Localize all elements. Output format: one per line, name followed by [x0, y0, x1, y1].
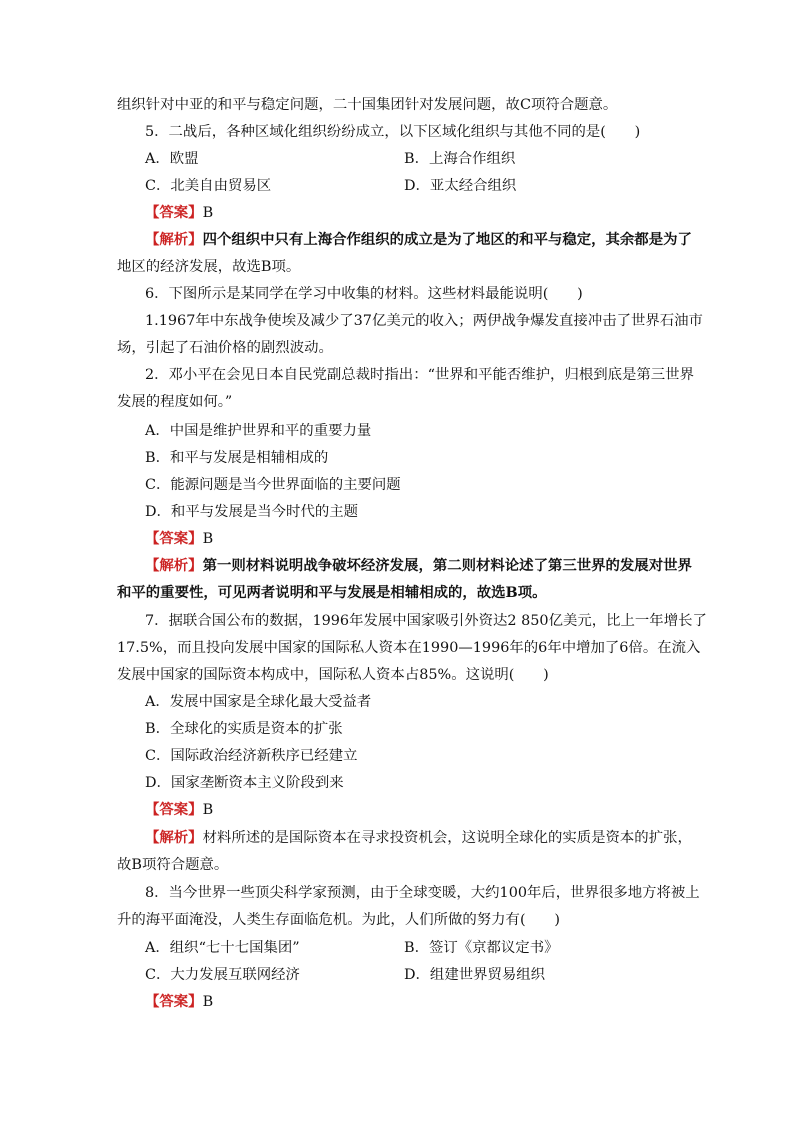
question-8-stem-line-2: 升的海平面淹没，人类生存面临危机。为此，人们所做的努力有( ) [117, 912, 560, 928]
explanation-tag: 【解析】 [145, 232, 203, 248]
question-6-option-b: B．和平与发展是相辅相成的 [145, 450, 329, 466]
question-6-answer [145, 529, 213, 549]
answer-tag: 【答案】 [145, 205, 203, 221]
explanation-text: 第一则材料说明战争破坏经济发展，第二则材料论述了第三世界的发展对世界 [202, 557, 692, 574]
question-6-option-c: C．能源问题是当今世界面临的主要问题 [145, 477, 401, 493]
question-6-explanation-line-2: 和平的重要性，可见两者说明和平与发展是相辅相成的，故选B项。 [117, 584, 547, 601]
text-line: 组织针对中亚的和平与稳定问题，二十国集团针对发展问题，故C项符合题意。 [117, 97, 618, 113]
question-5-option-d: D．亚太经合组织 [404, 178, 517, 194]
answer-tag: 【答案】 [145, 531, 203, 547]
question-5-option-a: A．欧盟 [145, 151, 199, 167]
question-8-stem-line-1: 8．当今世界一些顶尖科学家预测，由于全球变暖，大约100年后，世界很多地方将被上 [145, 885, 700, 901]
question-6-option-d: D．和平与发展是当今时代的主题 [145, 504, 359, 520]
explanation-text: 材料所述的是国际资本在寻求投资机会，这说明全球化的实质是资本的扩张， [202, 830, 692, 846]
question-7-stem-line-3: 发展中国家的国际资本构成中，国际私人资本占85%。这说明( ) [117, 667, 549, 683]
question-7-option-b: B．全球化的实质是资本的扩张 [145, 721, 343, 737]
question-8-answer [145, 992, 213, 1012]
question-5-stem: 5．二战后，各种区域化组织纷纷成立，以下区域化组织与其他不同的是( ) [145, 124, 641, 140]
question-6-stem: 6．下图所示是某同学在学习中收集的材料。这些材料最能说明( ) [145, 286, 583, 302]
answer-value: B [202, 531, 214, 547]
answer-tag: 【答案】 [145, 994, 203, 1010]
answer-value: B [202, 802, 214, 818]
question-6-material-1-line-1: 1.1967年中东战争使埃及减少了37亿美元的收入；两伊战争爆发直接冲击了世界石油市 [145, 313, 703, 329]
question-7-answer [145, 800, 213, 820]
answer-value: B [202, 205, 214, 221]
question-7-explanation-line-2: 故B项符合题意。 [117, 857, 229, 873]
question-5-option-b: B．上海合作组织 [404, 151, 516, 167]
question-6-option-a: A．中国是维护世界和平的重要力量 [145, 423, 372, 439]
question-7-option-c: C．国际政治经济新秩序已经建立 [145, 748, 358, 764]
question-6-material-2-line-2: 发展的程度如何。” [117, 394, 233, 410]
answer-value: B [202, 994, 214, 1010]
question-5-explanation-line-1 [145, 230, 692, 250]
question-7-option-a: A．发展中国家是全球化最大受益者 [145, 694, 372, 710]
question-7-option-d: D．国家垄断资本主义阶段到来 [145, 775, 344, 791]
explanation-tag: 【解析】 [145, 830, 203, 846]
explanation-tag: 【解析】 [145, 558, 203, 574]
question-8-option-b: B．签订《京都议定书》 [404, 940, 559, 956]
question-5-answer [145, 203, 213, 223]
question-7-stem-line-2: 17.5%，而且投向发展中国家的国际私人资本在1990—1996年的6年中增加了6倍。在流入 [117, 640, 701, 656]
question-7-stem-line-1: 7．据联合国公布的数据，1996年发展中国家吸引外资达2 850亿美元，比上一年增长了 [145, 613, 707, 629]
question-5-option-c: C．北美自由贸易区 [145, 178, 272, 194]
question-6-explanation-line-1 [145, 556, 692, 576]
question-8-option-d: D．组建世界贸易组织 [404, 967, 546, 983]
question-8-option-a: A．组织“七十七国集团” [145, 940, 300, 956]
question-7-explanation-line-1 [145, 828, 692, 848]
question-6-material-1-line-2: 场，引起了石油价格的剧烈波动。 [117, 340, 333, 356]
question-6-material-2-line-1: 2．邓小平在会见日本自民党副总裁时指出：“世界和平能否维护，归根到底是第三世界 [145, 367, 694, 383]
question-5-explanation-line-2: 地区的经济发展，故选B项。 [117, 259, 301, 275]
explanation-text: 四个组织中只有上海合作组织的成立是为了地区的和平与稳定，其余都是为了 [202, 231, 692, 248]
question-8-option-c: C．大力发展互联网经济 [145, 967, 300, 983]
answer-tag: 【答案】 [145, 802, 203, 818]
